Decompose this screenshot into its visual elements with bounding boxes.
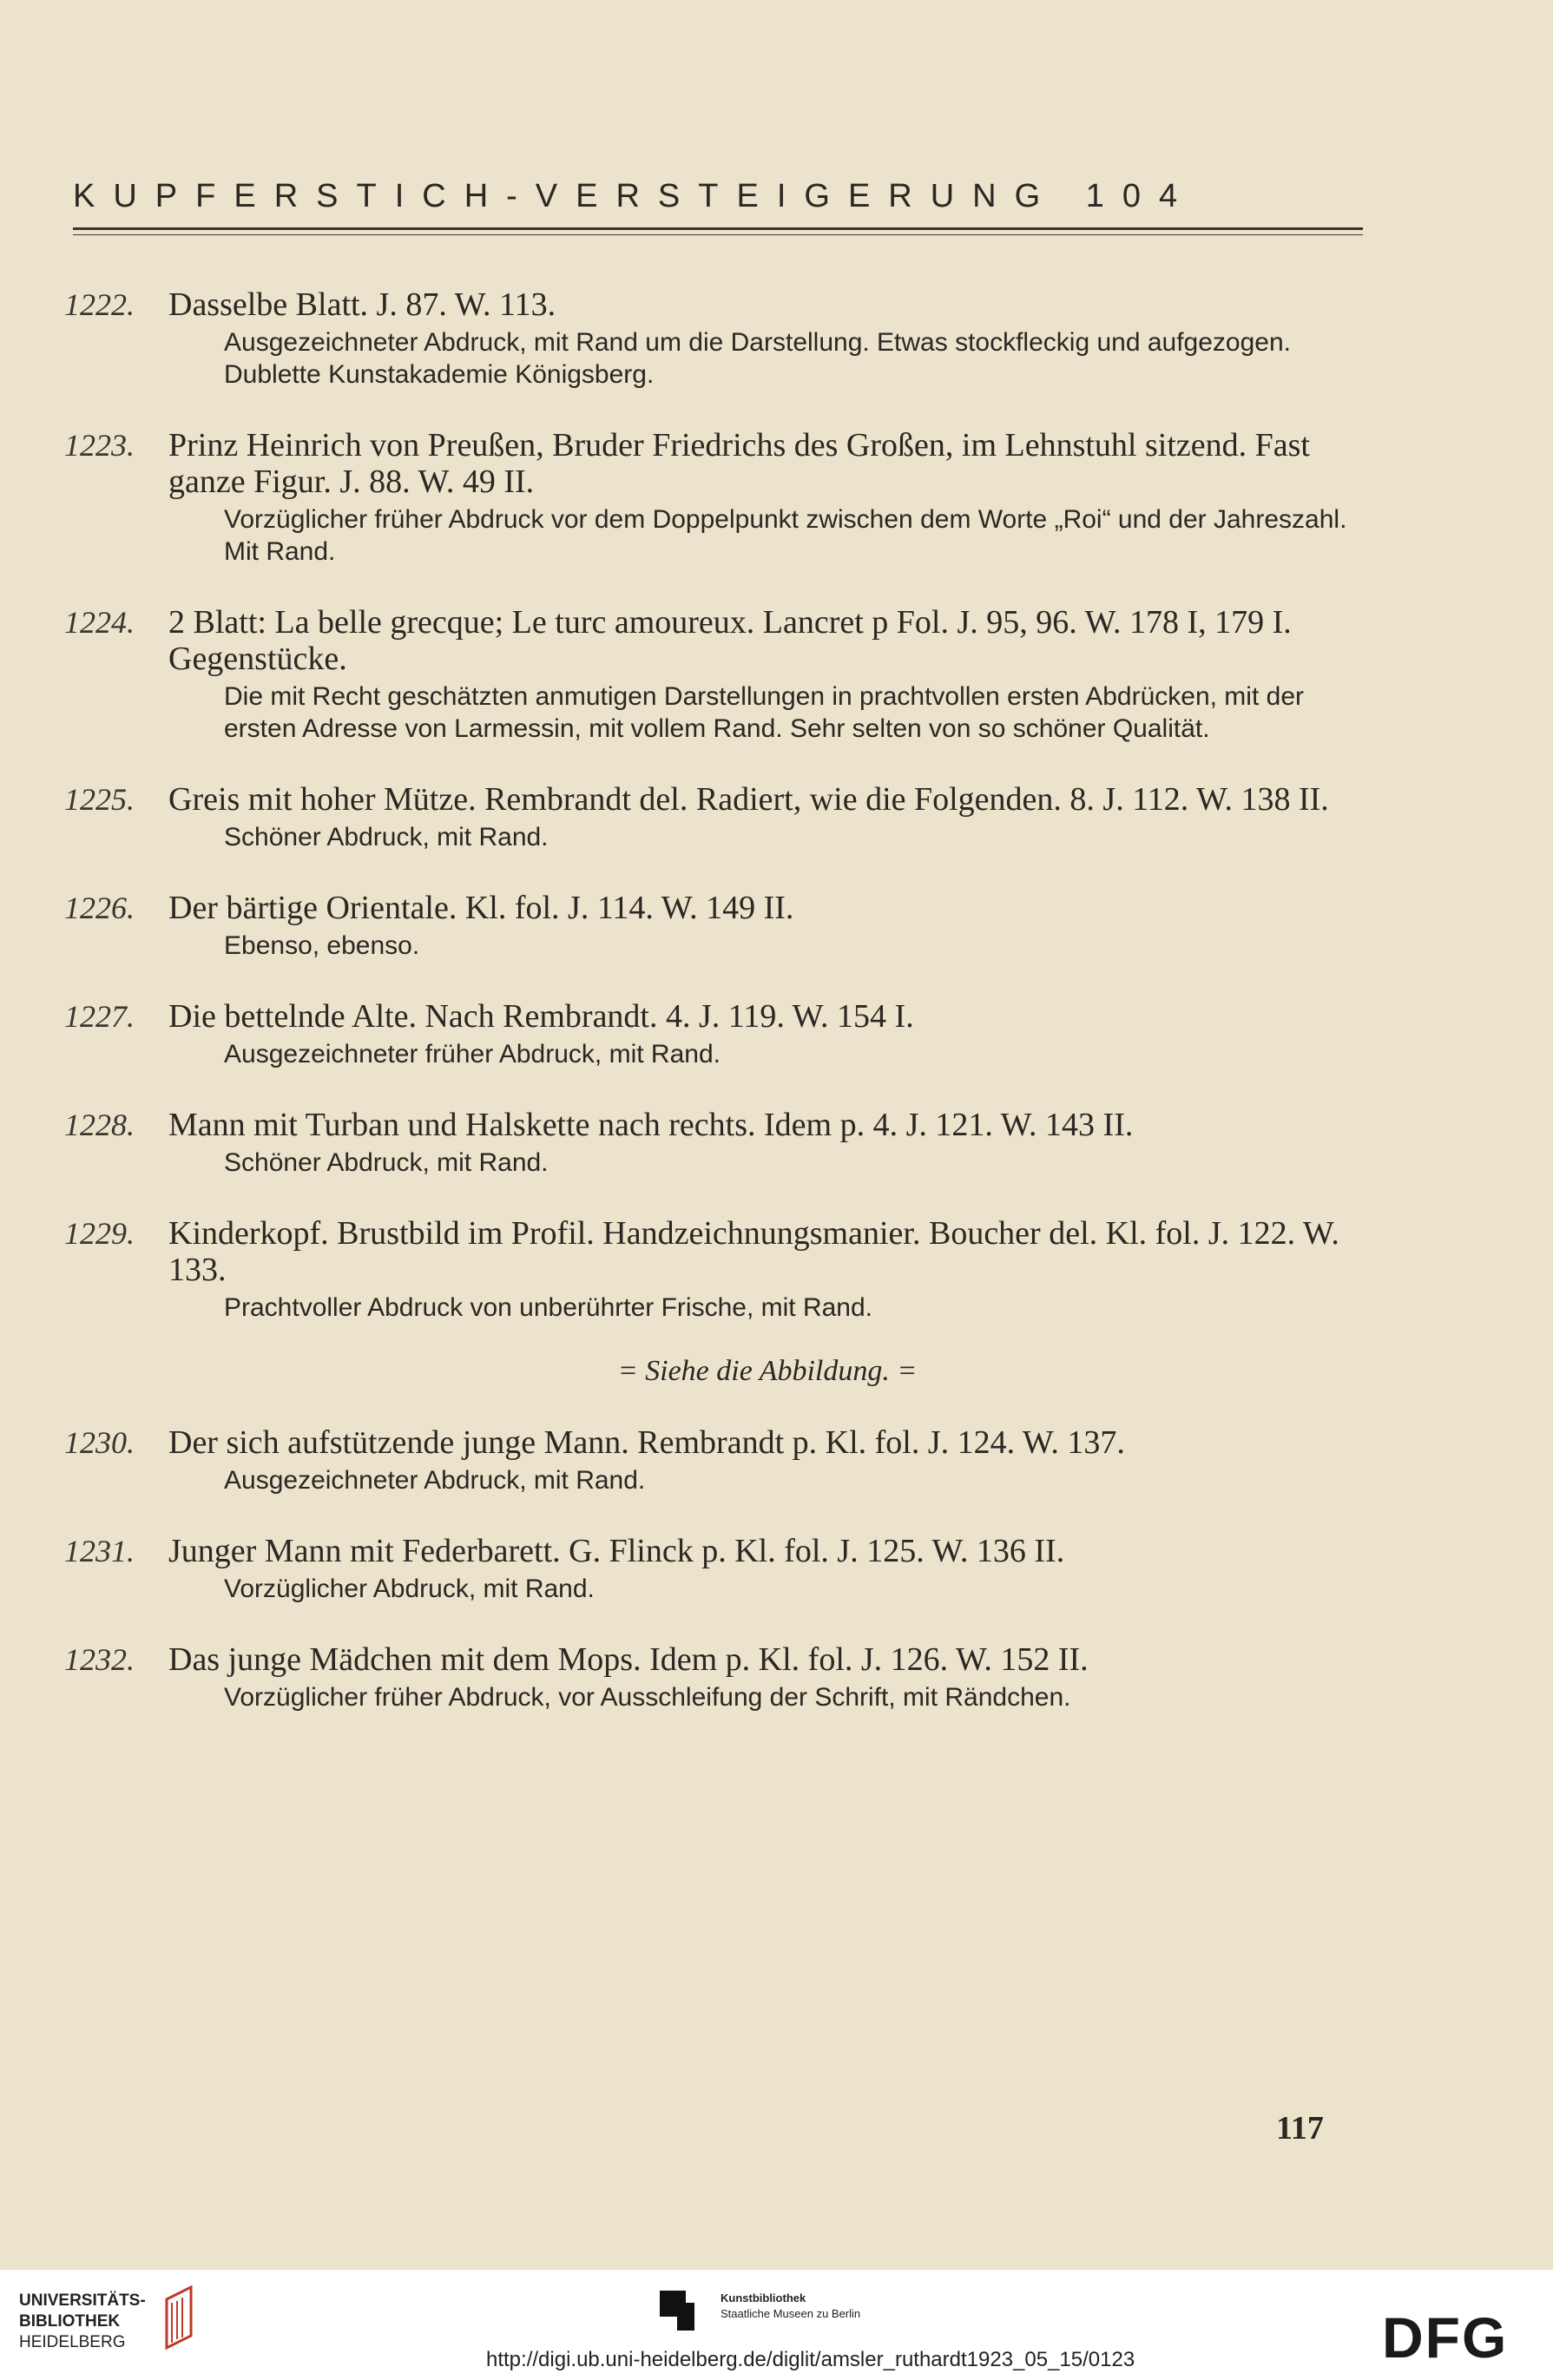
entry-description: Ebenso, ebenso. [224,931,420,960]
university-library-logo[interactable]: UNIVERSITÄTS- BIBLIOTHEK HEIDELBERG [19,2291,146,2351]
kunstbibliothek-logo-icon [660,2291,694,2331]
entry-number: 1224. [64,605,135,640]
page-header: KUPFERSTICH-VERSTEIGERUNG 104 [73,178,1196,214]
entry-title: Der sich aufstützende junge Mann. Rembrandt p. Kl. fol. J. 124. W. 137. [168,1424,1125,1461]
catalog-entry [64,998,1366,1070]
entry-title: Die bettelnde Alte. Nach Rembrandt. 4. J. 119. W. 154 I. [168,998,914,1035]
entry-description: Schöner Abdruck, mit Rand. [224,1148,549,1177]
entry-title: Kinderkopf. Brustbild im Profil. Handzeichnungsmanier. Boucher del. Kl. fol. J. 122. W. 133. [168,1215,1339,1288]
illustration-reference: = Siehe die Abbildung. = [617,1355,918,1387]
entry-description: Die mit Recht geschätzten anmutigen Darstellungen in prachtvollen ersten Abdrücken, mit der ersten Adresse von Larmessin, mit vollem Rand. Sehr selten von so schöner Qualität. [224,682,1304,743]
entry-title: 2 Blatt: La belle grecque; Le turc amoureux. Lancret p Fol. J. 95, 96. W. 178 I, 179 I. Gegenstücke. [168,604,1292,677]
kunstbibliothek-credit[interactable]: Kunstbibliothek Staatliche Museen zu Berlin [721,2291,861,2320]
entry-title: Dasselbe Blatt. J. 87. W. 113. [168,286,556,323]
catalog-entries [64,286,1366,1750]
entry-description: Ausgezeichneter Abdruck, mit Rand. [224,1466,646,1495]
catalog-entry [64,1215,1366,1324]
university-emblem-icon [161,2282,196,2351]
entry-title: Mann mit Turban und Halskette nach rechts. Idem p. 4. J. 121. W. 143 II. [168,1107,1134,1143]
catalog-entry [64,604,1366,745]
entry-number: 1222. [64,287,135,322]
catalog-entry [64,890,1366,962]
entry-title: Der bärtige Orientale. Kl. fol. J. 114. W. 149 II. [168,890,794,926]
entry-description: Schöner Abdruck, mit Rand. [224,823,549,851]
entry-number: 1232. [64,1642,135,1677]
entry-number: 1230. [64,1425,135,1460]
permalink-url[interactable]: http://digi.ub.uni-heidelberg.de/diglit/amsler_ruthardt1923_05_15/0123 [486,2348,1135,2371]
entry-number: 1231. [64,1534,135,1568]
catalog-entry [64,1424,1366,1496]
entry-number: 1223. [64,428,135,463]
entry-number: 1227. [64,999,135,1034]
dfg-logo[interactable]: DFG [1382,2305,1509,2370]
entry-title: Junger Mann mit Federbarett. G. Flinck p. Kl. fol. J. 125. W. 136 II. [168,1533,1065,1569]
catalog-entry [64,781,1366,853]
header-rule-thin [73,234,1363,235]
entry-title: Greis mit hoher Mütze. Rembrandt del. Radiert, wie die Folgenden. 8. J. 112. W. 138 II. [168,781,1329,818]
page-number: 117 [1276,2110,1324,2147]
entry-description: Prachtvoller Abdruck von unberührter Frische, mit Rand. [224,1293,872,1322]
entry-title: Prinz Heinrich von Preußen, Bruder Friedrichs des Großen, im Lehnstuhl sitzend. Fast ganze Figur. J. 88. W. 49 II. [168,427,1310,500]
catalog-entry [64,286,1366,391]
catalog-entry [64,427,1366,568]
digitization-footer [0,2270,1553,2380]
entry-description: Vorzüglicher früher Abdruck vor dem Doppelpunkt zwischen dem Worte „Roi“ und der Jahreszahl. Mit Rand. [224,505,1347,566]
catalog-entry [64,1107,1366,1179]
entry-title: Das junge Mädchen mit dem Mops. Idem p. Kl. fol. J. 126. W. 152 II. [168,1641,1089,1678]
entry-description: Ausgezeichneter früher Abdruck, mit Rand. [224,1040,721,1068]
entry-description: Vorzüglicher früher Abdruck, vor Ausschleifung der Schrift, mit Rändchen. [224,1683,1071,1712]
catalog-entry [64,1641,1366,1713]
entry-number: 1229. [64,1216,135,1251]
entry-number: 1226. [64,891,135,925]
entry-number: 1225. [64,782,135,817]
header-rule [73,227,1363,230]
catalog-entry [64,1533,1366,1605]
entry-description: Vorzüglicher Abdruck, mit Rand. [224,1575,595,1603]
entry-number: 1228. [64,1108,135,1142]
entry-description: Ausgezeichneter Abdruck, mit Rand um die Darstellung. Etwas stockfleckig und aufgezogen. Dublette Kunstakademie Königsberg. [224,328,1292,389]
